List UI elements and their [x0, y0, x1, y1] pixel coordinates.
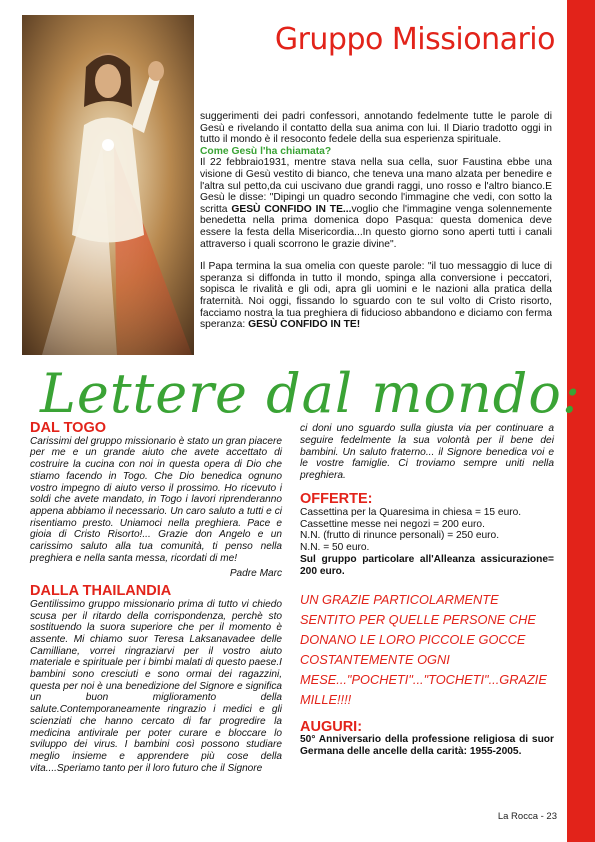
togo-signature: Padre Marc [229, 568, 282, 580]
paragraph: suggerimenti dei padri confessori, annotando fedelmente tutte le parole di Gesù e rivelando il contatto della sua anima con lui. Il Diario tradotto oggi in tutto il mondo è il resoconto fedele della sua esperienza spirituale. [200, 111, 552, 146]
togo-heading: DAL TOGO [30, 420, 106, 436]
divine-mercy-image [22, 15, 194, 355]
thanks-message: UN GRAZIE PARTICOLARMENTE SENTITO PER QUELLE PERSONE CHE DONANO LE LORO PICCOLE GOCCE COSTANTEMENTE OGNI MESE..."POCHETI"..."TOCHETI"...GRAZIE MILLE!!!! [300, 591, 547, 707]
paragraph: Il 22 febbraio1931, mentre stava nella sua cella, suor Faustina ebbe una visione di Gesù vestito di bianco, che teneva una mano alzata per benedire e l'altra sul petto,da cui uscivano due grandi raggi, uno rosso e l'altro bianco.E Gesù le disse: "Dipingi un quadro secondo l'immagine che vedi, con sotto la scritta GESÙ CONFIDO IN TE...voglio che l'immagine venga solennemente benedetta nella prima domenica dopo Pasqua: questa domenica deve essere la festa della Misericordia...In questo giorno sono aperti tutti i canali attraverso i quali scorrono le grazie divine". [200, 157, 552, 250]
right-column [300, 423, 554, 758]
offer-line: Cassettina per la Quaresima in chiesa = 15 euro. [300, 506, 522, 518]
offerte-heading: OFFERTE: [300, 490, 373, 507]
section-title: Lettere dal mondo: [40, 362, 582, 425]
offer-line: Cassettine messe nei negozi = 200 euro. [300, 518, 485, 530]
subheading: Come Gesù l'ha chiamata? [200, 145, 332, 157]
offer-line: N.N. (frutto di rinunce personali) = 250 euro. [300, 530, 500, 542]
thailandia-letter-continued: ci doni uno sguardo sulla giusta via per continuare a seguire fedelmente la sua volontà per il bene dei bambini. Un saluto fraterno... il Signore benedica voi e le vostre famiglie. Ci troviamo sempre uniti nella preghiera. [300, 423, 554, 482]
togo-letter: Carissimi del gruppo missionario è stato un gran piacere per me e un grande aiuto che avete accettato di costruire la cucina con noi in questa opera di Dio che stiamo facendo in Togo. Che Dio benedica ognuno vostro impegno di aiuto verso il prossimo. Ho ricevuto i soldi che avete mandato, in Togo i lavori riprenderanno appena abbiamo il necessario. Un caro saluto a tutti e ci risentiamo presto. Uniamoci nella preghiera. Pace e gioia di Cristo Risorto!... Grazie don Angelo e un carissimo saluto alla tua comunità, ti penso nella preghiera e nella santa messa, ricordati di me! [30, 435, 282, 564]
thailandia-heading: DALLA THAILANDIA [30, 583, 172, 600]
page-title: Gruppo Missionario [274, 22, 555, 57]
auguri-text: 50° Anniversario della professione religiosa di suor Germana delle ancelle della carità: 1955-2005. [300, 734, 554, 758]
left-column [30, 420, 282, 774]
auguri-heading: AUGURI: [300, 718, 363, 735]
thailandia-letter: Gentilissimo gruppo missionario prima di tutto vi chiedo scusa per il ritardo della corrispondenza, perchè sto sostituendo la suora superiore che per il momento è assente. Mi chiamo suor Teresa Laksanavadee delle Camilliane, vorrei ringraziarvi per il vostro aiuto materiale e spirituale per i bimbi malati di questo paese.I bambini sono cresciuti e sono ormai dei ragazzini, questa per noi è una benedizione del Signore e significa un buon miglioramento della salute.Contemporaneamente ringrazio i medici e gli scienziati che hanno cercato di far progredire la medicina antivirale per poter curare e bloccare lo sviluppo dei virus. I bambini così possono studiare meglio insieme e apprendere più cose della vita....Speriamo tanto per il loro futuro che il Signore [30, 598, 282, 774]
top-article-column [200, 111, 552, 342]
page-footer: La Rocca - 23 [497, 811, 557, 822]
offer-line-bold: Sul gruppo particolare all'Alleanza assicurazione= 200 euro. [300, 553, 554, 577]
paragraph: Il Papa termina la sua omelia con queste parole: "il tuo messaggio di luce di speranza si diffonda in tutto il mondo, spinga alla conversione i peccatori, sopisca le rivalità e gli odi, apra gli uomini e le nazioni alla pratica della fraternità. Noi oggi, fissando lo sguardo con te sul volto di Cristo risorto, facciamo nostra la tua preghiera di fiducioso abbandono e diciamo con ferma speranza: GESÙ CONFIDO IN TE! [200, 261, 552, 331]
offer-line: N.N. = 50 euro. [300, 542, 370, 554]
